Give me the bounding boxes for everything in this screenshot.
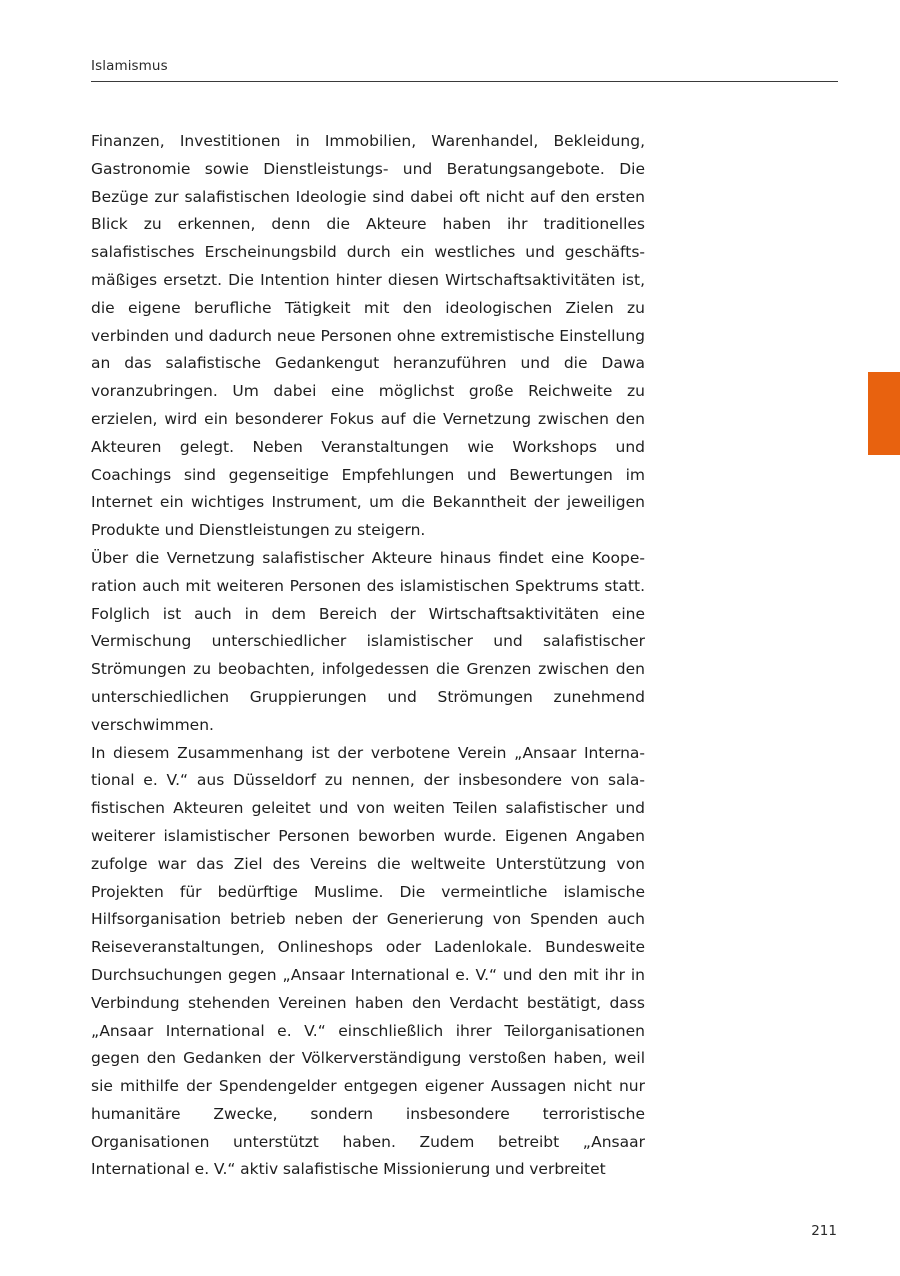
header-divider: [91, 81, 838, 82]
paragraph-1: Finanzen, Investitionen in Immobilien, Warenhandel, Bekleidung, Gastronomie sowie Dienstleistungs- und Beratungsangebote. Die Bezüge zur salafistischen Ideologie sind dabei oft nicht auf den ersten Blick zu erkennen, denn die Akteure haben ihr traditionelles salafistisches Erscheinungsbild durch ein westliches und geschäftsmäßiges ersetzt. Die Intention hinter diesen Wirtschaftsaktivitäten ist, die eigene berufliche Tätigkeit mit den ideologischen Zielen zu verbinden und dadurch neue Personen ohne extremistische Einstellung an das salafistische Gedankengut heranzuführen und die Dawa voranzubringen. Um dabei eine möglichst große Reichweite zu erzielen, wird ein besonderer Fokus auf die Vernetzung zwischen den Akteuren gelegt. Neben Veranstaltungen wie Workshops und Coachings sind gegenseitige Empfehlungen und Bewertungen im Internet ein wichtiges Instrument, um die Bekanntheit der jeweiligen Produkte und Dienstleistungen zu steigern.: [91, 132, 645, 540]
paragraph-2: Über die Vernetzung salafistischer Akteure hinaus findet eine Kooperation auch mit weiteren Personen des islamistischen Spektrums statt. Folglich ist auch in dem Bereich der Wirtschaftsaktivitäten eine Vermischung unterschiedlicher islamistischer und salafistischer Strömungen zu beobachten, infolgedessen die Grenzen zwischen den unterschiedlichen Gruppierungen und Strömungen zunehmend verschwimmen.: [91, 548, 645, 734]
body-text: [91, 128, 645, 1184]
running-head-title: Islamismus: [91, 58, 168, 74]
chapter-marker-tab: [868, 372, 900, 455]
page-number: 211: [811, 1223, 837, 1239]
paragraph-3: In diesem Zusammenhang ist der verbotene Verein „Ansaar International e. V.“ aus Düsseldorf zu nennen, der insbesondere von salafistischen Akteuren geleitet und von weiten Teilen salafistischer und weiterer islamistischer Personen beworben wurde. Eigenen Angaben zufolge war das Ziel des Vereins die weltweite Unterstützung von Projekten für bedürftige Muslime. Die vermeintliche islamische Hilfsorganisation betrieb neben der Generierung von Spenden auch Reiseveranstaltungen, Onlineshops oder Ladenlokale. Bundesweite Durchsuchungen gegen „Ansaar International e. V.“ und den mit ihr in Verbindung stehenden Vereinen haben den Verdacht bestätigt, dass „Ansaar International e. V.“ einschließlich ihrer Teilorganisationen gegen den Gedanken der Völkerverständigung verstoßen haben, weil sie mithilfe der Spendengelder entgegen eigener Aussagen nicht nur humanitäre Zwecke, sondern insbesondere terroristische Organisationen unterstützt haben. Zudem betreibt „Ansaar International e. V.“ aktiv salafistische Missionierung und verbreitet: [91, 743, 645, 1179]
